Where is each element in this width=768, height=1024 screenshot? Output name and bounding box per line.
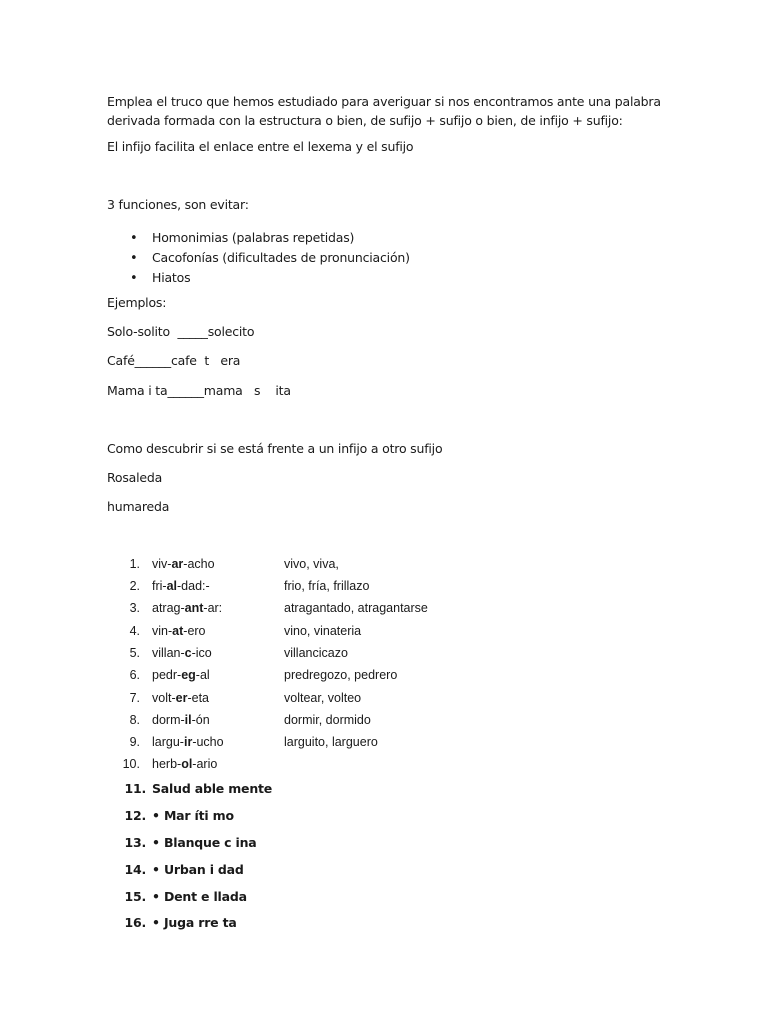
functions-list: [130, 228, 410, 288]
functions-heading: 3 funciones, son evitar:: [107, 197, 249, 212]
instruction-paragraph: Emplea el truco que hemos estudiado para averiguar si nos encontramos ante una palabra derivada formada con la estructura o bien, de sufijo + sufijo o bien, de infijo + sufijo:: [107, 94, 661, 128]
segmented-word: volt-er-eta: [152, 691, 209, 705]
list-item: • Homonimias (palabras repetidas): [130, 228, 410, 248]
derived-words: voltear, volteo: [284, 691, 362, 705]
document-page: Emplea el truco que hemos estudiado para averiguar si nos encontramos ante una palabra derivada formada con la estructura o bien, de sufijo + sufijo o bien, de infijo + sufijo: El infijo facilita el enlace entre el lexema y el sufijo 3 funciones, son evitar: • Homonimias (palabras repetidas) • Cacofonías (dificultades de pronunciación) • Hiatos Ejemplos: Solo-solito _____solecito Café______cafe t era Mama i ta______mama s ita Como descubrir si se está frente a un infijo a otro sufijo Rosaleda humareda 1. viv-ar-acho vivo, viva, 2. fri-al-dad:- frio, fría, frillazo 3. atrag-ant-ar: atragantado, atragantarse 4. vin-at-ero vino, vinateria 5. villan-c-ico villancicazo 6. pedr-eg-al predregozo, pedrero 7. volt-er-eta voltear, volteo 8. dorm-il-ón dormir, dormido 9. largu-ir-ucho larguito, larguero 10. herb-ol-ario 11. Salud able mente 12. • Mar íti mo 13. • Blanque c ina 14. • Urban i dad 15. • Dent e llada 16. • Juga rre ta: [0, 0, 768, 1024]
segmented-word: largu-ir-ucho: [152, 735, 224, 749]
derived-words: dormir, dormido: [284, 713, 371, 727]
example-word: Rosaleda: [107, 470, 163, 485]
derived-words: vino, vinateria: [284, 624, 362, 638]
bullet-icon: •: [130, 231, 138, 246]
derived-words: villancicazo: [284, 646, 348, 660]
derived-words: atragantado, atragantarse: [284, 601, 428, 615]
segmented-word: atrag-ant-ar:: [152, 601, 223, 615]
segmented-word: viv-ar-acho: [152, 557, 215, 571]
discover-question: Como descubrir si se está frente a un infijo a otro sufijo: [107, 441, 443, 456]
bullet-icon: •: [130, 251, 138, 266]
infix-definition: El infijo facilita el enlace entre el lexema y el sufijo: [107, 139, 414, 154]
segmented-word: fri-al-dad:-: [152, 579, 210, 593]
segmented-word: villan-c-ico: [152, 646, 212, 660]
segmented-word: pedr-eg-al: [152, 668, 210, 682]
derived-words: vivo, viva,: [284, 557, 339, 571]
segmented-word: dorm-il-ón: [152, 713, 210, 727]
segmented-word: vin-at-ero: [152, 624, 206, 638]
bullet-icon: •: [130, 271, 138, 286]
example-line: Café______cafe t era: [107, 353, 241, 368]
example-line: Mama i ta______mama s ita: [107, 383, 291, 398]
derived-words: frio, fría, frillazo: [284, 579, 370, 593]
examples-heading: Ejemplos:: [107, 295, 167, 310]
example-line: Solo-solito _____solecito: [107, 324, 255, 339]
derived-words: predregozo, pedrero: [284, 668, 398, 682]
example-word: humareda: [107, 499, 170, 514]
list-item: • Cacofonías (dificultades de pronunciación): [130, 248, 410, 268]
segmented-word: herb-ol-ario: [152, 757, 218, 771]
list-item: • Hiatos: [130, 268, 410, 288]
derived-words: larguito, larguero: [284, 735, 378, 749]
